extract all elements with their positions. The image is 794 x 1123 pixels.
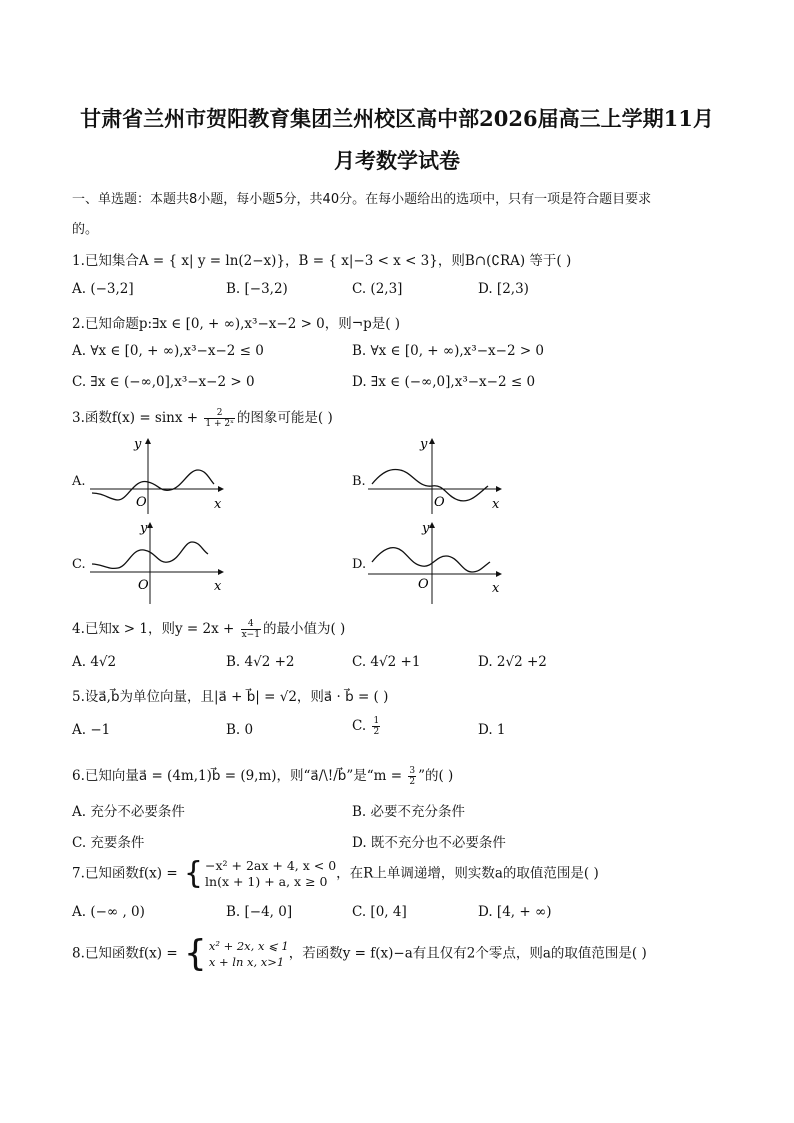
question-4-stem-suffix: 的最小值为( ) (262, 621, 346, 637)
question-4-stem (72, 617, 345, 640)
question-8-case-2: x + ln x, x>1 (208, 955, 285, 969)
graph-d-origin: O (418, 577, 429, 592)
question-7-stem-suffix: ，在R上单调递增，则实数a的取值范围是( ) (336, 865, 599, 882)
question-5-option-d: D. 1 (478, 722, 506, 738)
question-5-option-c-num: 1 (373, 716, 380, 726)
question-7-option-d: D. [4, + ∞) (478, 904, 552, 920)
question-6-option-a: A. 充分不必要条件 (72, 804, 185, 820)
graph-c-x-arrow (218, 569, 224, 575)
question-5-stem: 5.设a⃗,b⃗为单位向量，且|a⃗ + b⃗| = √2，则a⃗ · b⃗ = ( ) (72, 689, 389, 705)
section-instruction-line1: 一、单选题：本题共8小题，每小题5分，共40分。在每小题给出的选项中，只有一项是符合题目要求 (72, 192, 652, 207)
question-7-brace: { (183, 856, 204, 891)
question-4-stem-prefix: 4.已知x > 1，则y = 2x + (72, 621, 239, 637)
question-5-option-b: B. 0 (226, 722, 254, 738)
graph-c-label: C. (72, 557, 86, 572)
graph-c-y-label: y (140, 521, 148, 536)
question-7-stem-prefix: 7.已知函数f(x) = (72, 865, 182, 882)
graph-a-x-label: x (214, 497, 222, 512)
question-7-case-1: −x² + 2ax + 4, x < 0 (205, 858, 337, 873)
graph-c-origin: O (138, 578, 149, 593)
question-1-stem: 1.已知集合A = { x| y = ln(2−x)}，B = { x|−3 < x < 3}，则B∩(∁RA) 等于( ) (72, 253, 572, 269)
question-6-option-d: D. 既不充分也不必要条件 (352, 835, 506, 851)
question-6-option-b: B. 必要不充分条件 (352, 804, 466, 820)
graph-a-origin: O (136, 495, 147, 510)
question-2-option-d: D. ∃x ∈ (−∞,0],x³−x−2 ≤ 0 (352, 374, 536, 390)
question-7-option-b: B. [−4, 0] (226, 904, 293, 920)
question-3-stem-prefix: 3.函数f(x) = sinx + (72, 410, 203, 426)
question-5-option-a: A. −1 (72, 722, 111, 738)
question-5-option-c-den: 2 (373, 727, 380, 737)
graph-d-x-label: x (492, 581, 500, 596)
question-7-case-2: ln(x + 1) + a, x ≥ 0 (205, 874, 328, 889)
graph-a-x-arrow (218, 486, 224, 492)
question-4-option-c: C. 4√2 +1 (352, 654, 421, 670)
graph-b-y-label: y (420, 437, 428, 452)
question-6-fraction-den: 2 (409, 777, 416, 787)
graph-b-x-arrow (496, 486, 502, 492)
question-4-option-b: B. 4√2 +2 (226, 654, 295, 670)
question-4-option-d: D. 2√2 +2 (478, 654, 547, 670)
graph-c-x-label: x (214, 579, 222, 594)
question-5-option-c-prefix: C. (352, 718, 371, 734)
question-8-case-1: x² + 2x, x ⩽ 1 (208, 939, 289, 953)
graph-b-label: B. (352, 474, 366, 489)
question-6-stem-prefix: 6.已知向量a⃗ = (4m,1)b⃗ = (9,m)，则“a⃗/\!/b⃗”是“m = (72, 768, 407, 784)
question-1-option-c: C. (2,3] (352, 281, 403, 297)
question-8-cases (209, 938, 289, 970)
question-7-cases (205, 858, 336, 890)
graph-b-origin: O (434, 495, 445, 510)
question-6-fraction (408, 766, 416, 787)
question-1-option-d: D. [2,3) (478, 281, 529, 297)
question-8-brace: { (183, 933, 207, 974)
question-5-option-c-fraction (372, 716, 380, 737)
question-1-option-a: A. (−3,2] (72, 281, 134, 297)
graph-c (88, 520, 228, 606)
section-instruction-line2: 的。 (72, 222, 99, 237)
question-2-stem: 2.已知命题p:∃x ∈ [0, + ∞),x³−x−2 > 0，则¬p是( ) (72, 316, 401, 332)
graph-b-x-label: x (492, 497, 500, 512)
question-8-stem-suffix: ，若函数y = f(x)−a有且仅有2个零点，则a的取值范围是( ) (288, 945, 647, 962)
exam-title-line2: 月考数学试卷 (334, 148, 460, 173)
graph-b-y-arrow (429, 438, 435, 444)
exam-title-line1: 甘肃省兰州市贺阳教育集团兰州校区高中部2026届高三上学期11月 (80, 106, 714, 131)
question-8-stem-prefix: 8.已知函数f(x) = (72, 945, 182, 962)
graph-d (366, 520, 506, 606)
graph-d-y-label: y (422, 521, 430, 536)
question-1-option-b: B. [−3,2) (226, 281, 288, 297)
question-6-stem (72, 764, 453, 787)
question-3-stem (72, 406, 333, 429)
question-4-option-a: A. 4√2 (72, 654, 117, 670)
question-7-option-a: A. (−∞ , 0) (72, 904, 145, 920)
question-3-fraction (204, 408, 235, 429)
question-6-option-c: C. 充要条件 (72, 835, 145, 851)
graph-d-x-arrow (496, 571, 502, 577)
question-2-option-b: B. ∀x ∈ [0, + ∞),x³−x−2 > 0 (352, 343, 545, 359)
graph-d-curve (372, 548, 490, 572)
question-5-option-c (352, 716, 382, 737)
question-6-stem-suffix: ”的( ) (418, 768, 454, 784)
question-2-option-c: C. ∃x ∈ (−∞,0],x³−x−2 > 0 (72, 374, 255, 390)
graph-b-curve (372, 470, 488, 501)
question-8-stem (72, 933, 647, 974)
question-4-fraction-num: 4 (241, 619, 261, 630)
question-2-option-a: A. ∀x ∈ [0, + ∞),x³−x−2 ≤ 0 (72, 343, 264, 359)
question-7-option-c: C. [0, 4] (352, 904, 407, 920)
graph-d-label: D. (352, 557, 367, 572)
question-3-stem-suffix: 的图象可能是( ) (236, 410, 333, 426)
question-4-fraction-den: x−1 (241, 630, 260, 640)
graph-a (88, 436, 228, 516)
graph-c-y-arrow (147, 522, 153, 528)
question-6-fraction-num: 3 (409, 766, 416, 776)
graph-b (366, 436, 506, 516)
question-3-fraction-den: 1 + 2ˣ (205, 419, 234, 429)
question-4-fraction (241, 619, 261, 640)
graph-a-label: A. (72, 474, 86, 489)
question-3-fraction-num: 2 (204, 408, 235, 419)
graph-a-y-label: y (134, 437, 142, 452)
question-7-stem (72, 858, 599, 890)
graph-a-curve (92, 470, 214, 500)
graph-a-y-arrow (145, 438, 151, 444)
graph-d-y-arrow (429, 522, 435, 528)
